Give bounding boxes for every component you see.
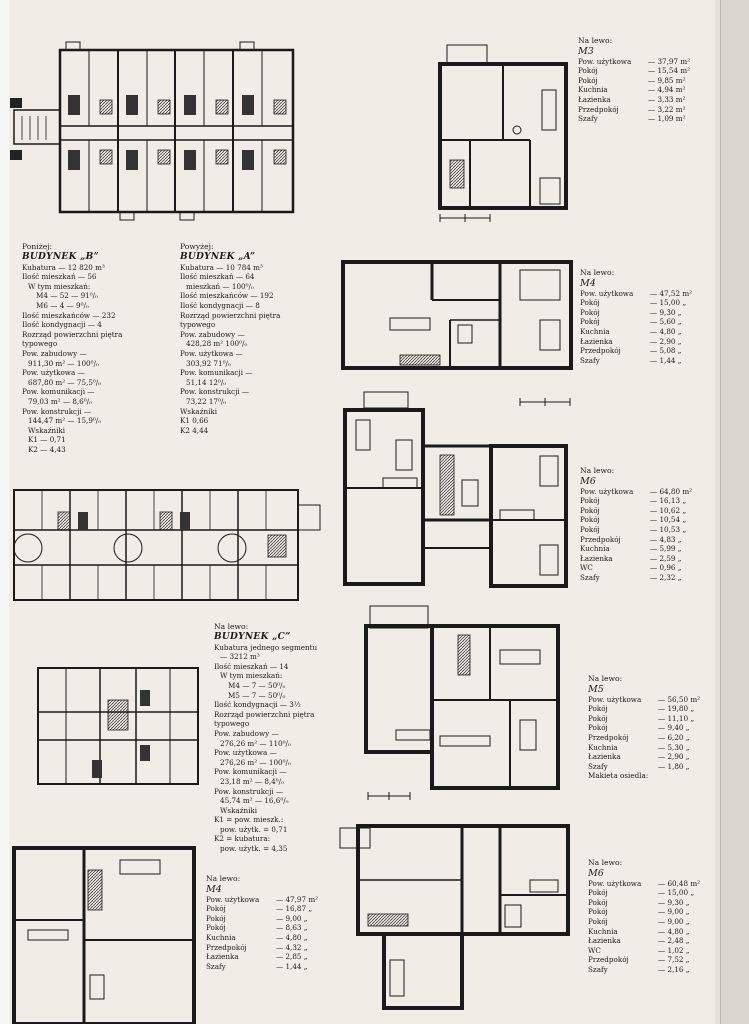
- table-row: [588, 936, 712, 946]
- model-caption: Makieta osiedla:: [588, 771, 649, 781]
- row-value: — 4,80 „: [276, 932, 308, 942]
- stat-line: Rozrząd powierzchni piętra: [22, 329, 123, 339]
- table-row: [578, 76, 706, 86]
- table-row: [206, 962, 334, 972]
- table-row: [580, 525, 708, 535]
- stat-line: K2 4,44: [180, 425, 209, 435]
- m4-apartment-plan-lower: [14, 848, 194, 1024]
- row-label: Pow. użytkowa: [588, 694, 642, 704]
- m6-apartment-plan-upper: [345, 392, 566, 586]
- row-value: — 2,48 „: [658, 936, 690, 946]
- table-row: [588, 955, 712, 965]
- stat-line: Pow. komunikacji —: [214, 767, 287, 777]
- table-row: [580, 563, 708, 573]
- building-a-heading: Powyżej:: [180, 242, 214, 251]
- stat-line: M6 — 4 — 9⁰/₀: [36, 300, 89, 310]
- table-row: [206, 904, 334, 914]
- table-row: [588, 743, 712, 753]
- row-value: — 9,00 „: [658, 916, 690, 926]
- stat-line: Pow. użytkowa —: [180, 348, 243, 358]
- row-value: — 5,60 „: [650, 317, 682, 327]
- table-row: [588, 907, 712, 917]
- row-value: — 2,32 „: [650, 572, 682, 582]
- stat-line: Ilość mieszkań — 64: [180, 272, 255, 282]
- building-a-plan: [10, 42, 293, 220]
- table-row: [580, 337, 708, 347]
- row-value: — 2,90 „: [658, 752, 690, 762]
- row-label: WC: [588, 945, 601, 955]
- table-row: [580, 535, 708, 545]
- row-value: — 19,80 „: [658, 704, 695, 714]
- m6-upper-area-table: [580, 466, 708, 583]
- row-label: Kuchnia: [206, 932, 236, 942]
- stat-line: Kubatura — 12 820 m³: [22, 262, 105, 272]
- row-label: Szafy: [588, 761, 608, 771]
- row-value: — 64,80 m²: [650, 486, 693, 496]
- row-value: — 47,52 m²: [650, 288, 693, 298]
- table-row: [588, 695, 712, 705]
- row-label: Łazienka: [588, 936, 621, 946]
- table-row: [580, 346, 708, 356]
- stat-line: 23,18 m² — 8,4⁰/₀: [220, 776, 284, 786]
- m4-apartment-plan-upper: [343, 262, 571, 406]
- table-row: [580, 308, 708, 318]
- row-value: — 4,80 „: [658, 926, 690, 936]
- m4-lower-area-table: [206, 874, 334, 971]
- table-row: [588, 723, 712, 733]
- stat-line: Wskaźniki: [28, 425, 66, 435]
- table-row: [580, 487, 708, 497]
- row-label: Kuchnia: [588, 926, 618, 936]
- stat-line: 144,47 m² — 15,9⁰/₀: [28, 416, 102, 426]
- row-label: Pokój: [588, 723, 608, 733]
- row-label: Pokój: [580, 317, 600, 327]
- row-label: Pokój: [588, 704, 608, 714]
- building-c-stats: [214, 622, 364, 854]
- row-value: — 9,00 „: [276, 913, 308, 923]
- row-value: — 4,80 „: [650, 326, 682, 336]
- row-value: — 10,54 „: [650, 515, 687, 525]
- table-row: [580, 573, 708, 583]
- stat-line: typowego: [180, 320, 216, 330]
- row-value: — 16,13 „: [650, 496, 687, 506]
- m6-apartment-plan-lower: [340, 826, 568, 1008]
- row-label: Przedpokój: [206, 942, 247, 952]
- m4-code: M4: [580, 277, 596, 289]
- row-value: — 56,50 m²: [658, 694, 701, 704]
- row-value: — 1,44 „: [650, 355, 682, 365]
- stat-line: 303,92 71⁰/₀: [186, 358, 231, 368]
- stat-line: — 3212 m³: [220, 652, 260, 662]
- row-value: — 2,85 „: [276, 952, 308, 962]
- row-label: Łazienka: [580, 336, 613, 346]
- stat-line: 51,14 12⁰/₀: [186, 377, 227, 387]
- row-value: — 16,87 „: [276, 904, 313, 914]
- stat-line: Pow. komunikacji —: [22, 387, 95, 397]
- row-label: Pokój: [588, 897, 608, 907]
- row-value: — 9,30 „: [650, 307, 682, 317]
- row-label: Łazienka: [580, 553, 613, 563]
- stat-line: K2 = kubatura:: [214, 834, 271, 844]
- table-row: [580, 298, 708, 308]
- table-row: [588, 946, 712, 956]
- row-label: Kuchnia: [580, 326, 610, 336]
- stat-line: Ilość mieszkańców — 192: [180, 291, 274, 301]
- row-value: — 5,99 „: [650, 544, 682, 554]
- row-value: — 4,83 „: [650, 534, 682, 544]
- stat-line: Pow. konstrukcji —: [214, 786, 284, 796]
- building-a-stats: [180, 242, 320, 435]
- table-row: [580, 515, 708, 525]
- stat-line: M4 — 52 — 91⁰/₀: [36, 291, 98, 301]
- m3-heading: Na lewo:: [578, 36, 613, 45]
- m4-heading: Na lewo:: [206, 874, 241, 883]
- row-value: — 2,16 „: [658, 964, 690, 974]
- row-value: — 6,20 „: [658, 732, 690, 742]
- table-row: [588, 965, 712, 975]
- table-row: [578, 95, 706, 105]
- row-label: Pokój: [588, 713, 608, 723]
- row-label: Szafy: [578, 114, 598, 124]
- row-value: — 0,96 „: [650, 563, 682, 573]
- row-label: Przedpokój: [580, 346, 621, 356]
- m6-code: M6: [588, 867, 604, 879]
- row-label: Przedpokój: [588, 732, 629, 742]
- row-value: — 7,52 „: [658, 955, 690, 965]
- building-c-plan: [38, 668, 198, 784]
- table-row: [580, 289, 708, 299]
- row-label: Pokój: [580, 496, 600, 506]
- m5-area-table: [588, 674, 712, 781]
- row-value: — 15,00 „: [650, 298, 687, 308]
- row-label: Kuchnia: [588, 742, 618, 752]
- stat-line: Pow. zabudowy —: [22, 348, 87, 358]
- row-value: — 5,08 „: [650, 346, 682, 356]
- table-row: [580, 317, 708, 327]
- row-label: Szafy: [580, 572, 600, 582]
- table-row: [206, 933, 334, 943]
- building-b-plan: [14, 490, 320, 600]
- row-value: — 3,22 m²: [648, 104, 686, 114]
- m3-area-table: [578, 36, 706, 124]
- stat-line: Wskaźniki: [180, 406, 218, 416]
- table-row: [588, 927, 712, 937]
- stat-line: Ilość mieszkań — 14: [214, 661, 289, 671]
- table-row: [588, 714, 712, 724]
- table-row: [206, 914, 334, 924]
- table-row: [206, 952, 334, 962]
- row-label: Pow. użytkowa: [580, 288, 634, 298]
- table-row: [588, 879, 712, 889]
- row-value: — 1,09 m²: [648, 114, 686, 124]
- table-row: [588, 888, 712, 898]
- row-value: — 9,30 „: [658, 897, 690, 907]
- row-value: — 9,85 m²: [648, 75, 686, 85]
- stat-line: K1 — 0,71: [28, 435, 66, 445]
- stat-line: Kubatura jednego segmentu: [214, 642, 318, 652]
- building-c-heading: Na lewo:: [214, 622, 249, 631]
- row-label: Szafy: [206, 961, 226, 971]
- stat-line: Pow. zabudowy —: [214, 728, 279, 738]
- row-label: Pokój: [588, 916, 608, 926]
- stat-line: Kubatura — 10 784 m³: [180, 262, 263, 272]
- table-row: [578, 105, 706, 115]
- row-label: Pokój: [206, 913, 226, 923]
- table-row: [206, 923, 334, 933]
- m5-apartment-plan: [366, 606, 558, 800]
- stat-line: Pow. konstrukcji —: [22, 406, 92, 416]
- row-label: Łazienka: [588, 752, 621, 762]
- m4-heading: Na lewo:: [580, 268, 615, 277]
- row-label: Szafy: [588, 964, 608, 974]
- row-label: Pokój: [206, 904, 226, 914]
- table-row: [578, 85, 706, 95]
- stat-line: Ilość kondygnacji — 8: [180, 300, 260, 310]
- building-b-title: BUDYNEK „B”: [22, 251, 99, 262]
- row-value: — 1,02 „: [658, 945, 690, 955]
- table-row: [588, 898, 712, 908]
- stat-line: 73,22 17⁰/₀: [186, 396, 227, 406]
- stat-line: Rozrząd powierzchni piętra: [180, 310, 281, 320]
- m6-heading: Na lewo:: [580, 466, 615, 475]
- building-b-stats: [22, 242, 172, 454]
- row-label: Łazienka: [206, 952, 239, 962]
- row-value: — 9,40 „: [658, 723, 690, 733]
- m3-apartment-plan: [440, 45, 566, 222]
- row-value: — 15,00 „: [658, 888, 695, 898]
- m3-code: M3: [578, 45, 594, 57]
- stat-line: K2 — 4,43: [28, 444, 66, 454]
- stat-line: Wskaźniki: [220, 805, 258, 815]
- row-label: Pokój: [588, 907, 608, 917]
- stat-line: Rozrząd powierzchni piętra: [214, 709, 315, 719]
- row-value: — 5,30 „: [658, 742, 690, 752]
- row-label: Przedpokój: [588, 955, 629, 965]
- stat-line: Pow. konstrukcji —: [180, 387, 250, 397]
- row-label: Pokój: [588, 888, 608, 898]
- stat-line: Ilość mieszkańców — 232: [22, 310, 116, 320]
- row-label: Pokój: [206, 923, 226, 933]
- row-label: Pokój: [580, 505, 600, 515]
- m4-code: M4: [206, 883, 222, 895]
- row-value: — 11,10 „: [658, 713, 695, 723]
- row-value: — 37,97 m²: [648, 56, 691, 66]
- stat-line: Ilość mieszkań — 56: [22, 272, 97, 282]
- stat-line: typowego: [214, 719, 250, 729]
- stat-line: 276,26 m² — 100⁰/₀: [220, 757, 291, 767]
- stat-line: Ilość kondygnacji — 3½: [214, 700, 301, 710]
- row-value: — 1,80 „: [658, 761, 690, 771]
- stat-line: mieszkań — 100⁰/₀: [186, 281, 254, 291]
- row-value: — 8,63 „: [276, 923, 308, 933]
- table-row: [588, 762, 712, 772]
- row-label: Pokój: [580, 515, 600, 525]
- row-label: Przedpokój: [580, 534, 621, 544]
- row-label: Pow. użytkowa: [206, 894, 260, 904]
- table-row: [206, 943, 334, 953]
- stat-line: Pow. użytkowa —: [22, 368, 85, 378]
- stat-line: W tym mieszkań:: [220, 671, 283, 681]
- m6-heading: Na lewo:: [588, 858, 623, 867]
- row-value: — 47,97 m²: [276, 894, 319, 904]
- m5-code: M5: [588, 683, 604, 695]
- stat-line: M4 — 7 — 50⁰/₀: [228, 680, 286, 690]
- row-value: — 10,62 „: [650, 505, 687, 515]
- stat-line: K1 = pow. mieszk.:: [214, 815, 284, 825]
- building-a-title: BUDYNEK „A”: [180, 251, 256, 262]
- stat-line: 276,26 m² — 110⁰/₀: [220, 738, 291, 748]
- stat-line: W tym mieszkań:: [28, 281, 91, 291]
- table-row: [588, 733, 712, 743]
- row-value: — 1,44 „: [276, 961, 308, 971]
- row-value: — 2,59 „: [650, 553, 682, 563]
- stat-line: 687,80 m² — 75,5⁰/₀: [28, 377, 102, 387]
- stat-line: 45,74 m² — 16,6⁰/₀: [220, 796, 289, 806]
- stat-line: Pow. komunikacji —: [180, 368, 253, 378]
- table-row: [588, 752, 712, 762]
- stat-line: K1 0,66: [180, 416, 209, 426]
- building-b-heading: Poniżej:: [22, 242, 53, 251]
- row-label: WC: [580, 563, 593, 573]
- table-row: [588, 917, 712, 927]
- stat-line: M5 — 7 — 50⁰/₀: [228, 690, 286, 700]
- row-label: Pokój: [580, 307, 600, 317]
- row-label: Pow. użytkowa: [588, 878, 642, 888]
- stat-line: Ilość kondygnacji — 4: [22, 320, 102, 330]
- row-value: — 2,90 „: [650, 336, 682, 346]
- row-label: Pow. użytkowa: [578, 56, 632, 66]
- stat-line: 79,03 m² — 8,6⁰/₀: [28, 396, 92, 406]
- row-value: — 9,00 „: [658, 907, 690, 917]
- table-row: [580, 327, 708, 337]
- row-label: Kuchnia: [578, 85, 608, 95]
- row-value: — 4,94 m²: [648, 85, 686, 95]
- table-row: [580, 356, 708, 366]
- table-row: [588, 704, 712, 714]
- row-value: — 15,54 m²: [648, 66, 691, 76]
- m5-heading: Na lewo:: [588, 674, 623, 683]
- stat-line: typowego: [22, 339, 58, 349]
- row-value: — 60,48 m²: [658, 878, 701, 888]
- row-value: — 10,53 „: [650, 524, 687, 534]
- building-c-title: BUDYNEK „C”: [214, 631, 291, 642]
- table-row: [580, 496, 708, 506]
- row-label: Pow. użytkowa: [580, 486, 634, 496]
- row-label: Łazienka: [578, 94, 611, 104]
- stat-line: pow. użytk. = 0,71: [220, 824, 288, 834]
- stat-line: Pow. zabudowy —: [180, 329, 245, 339]
- row-label: Szafy: [580, 355, 600, 365]
- row-value: — 3,33 m²: [648, 94, 686, 104]
- stat-line: 428,28 m² 100⁰/₀: [186, 339, 248, 349]
- table-row: [580, 554, 708, 564]
- table-row: [580, 506, 708, 516]
- m6-code: M6: [580, 475, 596, 487]
- table-row: [206, 895, 334, 905]
- row-label: Pokój: [578, 66, 598, 76]
- row-value: — 4,32 „: [276, 942, 308, 952]
- stat-line: 911,30 m² — 100⁰/₀: [28, 358, 99, 368]
- row-label: Pokój: [578, 75, 598, 85]
- m6-lower-area-table: [588, 858, 712, 975]
- row-label: Pokój: [580, 298, 600, 308]
- row-label: Pokój: [580, 524, 600, 534]
- row-label: Przedpokój: [578, 104, 619, 114]
- table-row: [580, 544, 708, 554]
- row-label: Kuchnia: [580, 544, 610, 554]
- stat-line: pow. użytk. = 4,35: [220, 844, 288, 854]
- table-row: [578, 114, 706, 124]
- table-row: [578, 57, 706, 67]
- m4-upper-area-table: [580, 268, 708, 365]
- table-row: [578, 66, 706, 76]
- stat-line: Pow. użytkowa —: [214, 748, 277, 758]
